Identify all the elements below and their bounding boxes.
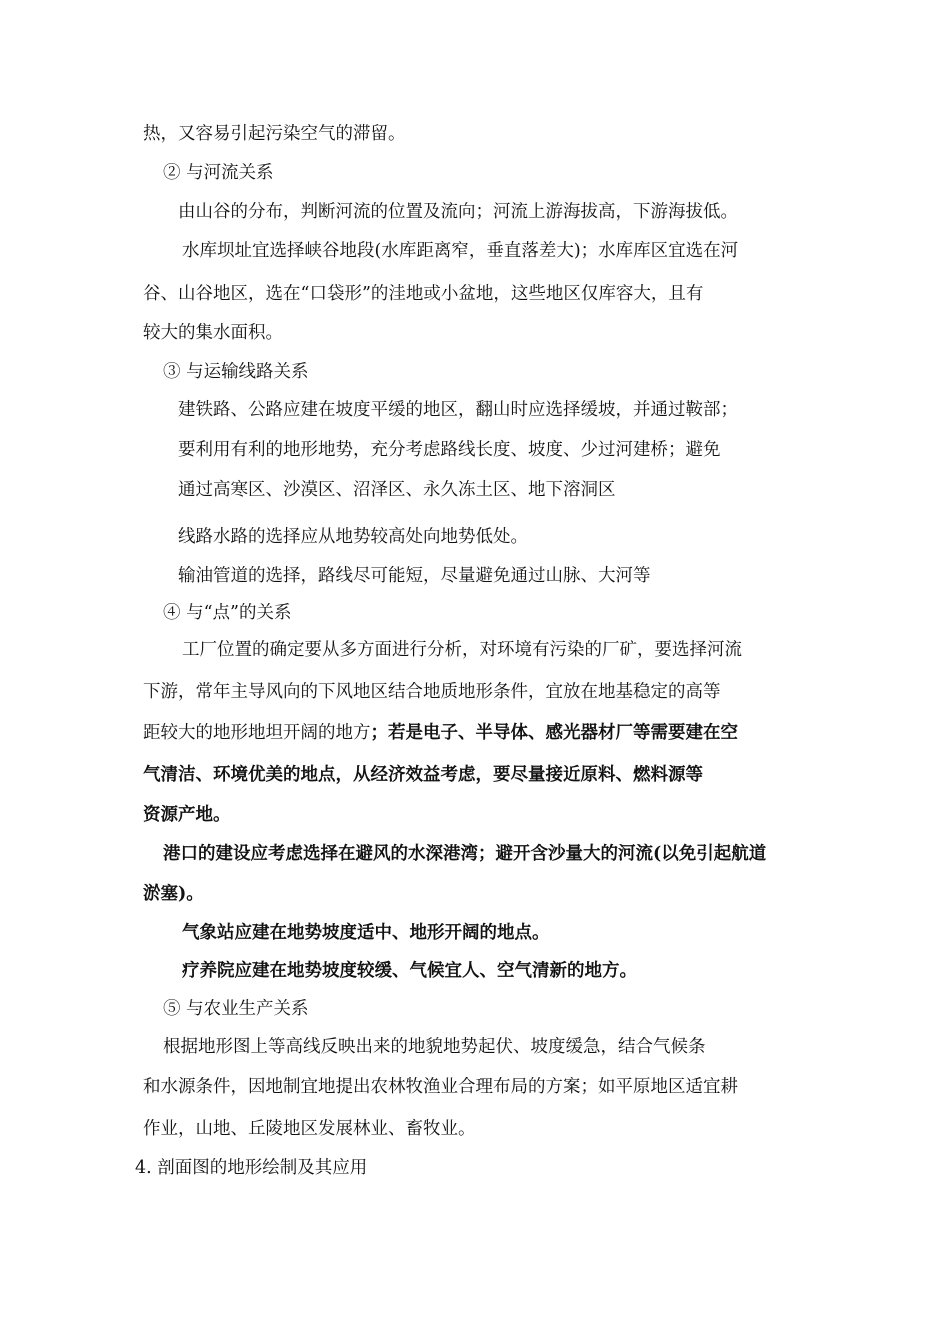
text-line-3: 由山谷的分布，判断河流的位置及流向；河流上游海拔高，下游海拔低。 [178, 202, 738, 222]
text-line-21: 气象站应建在地势坡度适中、地形开阔的地点。 [182, 923, 550, 943]
text-line-5: 谷、山谷地区，选在“口袋形”的洼地或小盆地，这些地区仅库容大，且有 [143, 284, 704, 304]
text-line-8: 建铁路、公路应建在坡度平缓的地区，翻山时应选择缓坡，并通过鞍部； [178, 400, 738, 420]
text-line-18: 资源产地。 [143, 805, 231, 825]
heading-points: ④ 与“点”的关系 [163, 603, 292, 623]
heading-transport: ③ 与运输线路关系 [163, 362, 309, 382]
text-line-15: 下游，常年主导风向的下风地区结合地质地形条件，宜放在地基稳定的高等 [143, 682, 721, 702]
text-line-20: 淤塞)。 [143, 884, 204, 904]
text-line-16 [143, 721, 738, 745]
text-line-24: 根据地形图上等高线反映出来的地貌地势起伏、坡度缓急，结合气候条 [163, 1037, 706, 1057]
text-line-17: 气清洁、环境优美的地点，从经济效益考虑，要尽量接近原料、燃料源等 [143, 765, 703, 785]
text-line-19: 港口的建设应考虑选择在避风的水深港湾；避开含沙量大的河流(以免引起航道 [163, 844, 767, 864]
text-line-1: 热，又容易引起污染空气的滞留。 [143, 124, 406, 144]
text-line-22: 疗养院应建在地势坡度较缓、气候宜人、空气清新的地方。 [182, 961, 637, 981]
heading-rivers: ② 与河流关系 [163, 163, 274, 183]
text-line-16-bold: ；若是电子、半导体、感光器材厂等需要建在空 [370, 723, 738, 743]
text-line-14: 工厂位置的确定要从多方面进行分析，对环境有污染的厂矿，要选择河流 [182, 640, 742, 660]
text-line-26: 作业，山地、丘陵地区发展林业、畜牧业。 [143, 1119, 476, 1139]
text-line-11: 线路水路的选择应从地势较高处向地势低处。 [178, 527, 528, 547]
section-heading-profile: 4. 剖面图的地形绘制及其应用 [135, 1158, 368, 1178]
text-line-9: 要利用有利的地形地势，充分考虑路线长度、坡度、少过河建桥；避免 [178, 440, 721, 460]
text-line-6: 较大的集水面积。 [143, 323, 283, 343]
text-line-4: 水库坝址宜选择峡谷地段(水库距离窄，垂直落差大)；水库库区宜选在河 [182, 241, 739, 261]
text-line-10: 通过高寒区、沙漠区、沼泽区、永久冻土区、地下溶洞区 [178, 480, 616, 500]
text-line-25: 和水源条件，因地制宜地提出农林牧渔业合理布局的方案；如平原地区适宜耕 [143, 1077, 738, 1097]
text-line-16-regular: 距较大的地形地坦开阔的地方 [143, 723, 371, 743]
heading-agriculture: ⑤ 与农业生产关系 [163, 999, 309, 1019]
text-line-12: 输油管道的选择，路线尽可能短，尽量避免通过山脉、大河等 [178, 566, 651, 586]
